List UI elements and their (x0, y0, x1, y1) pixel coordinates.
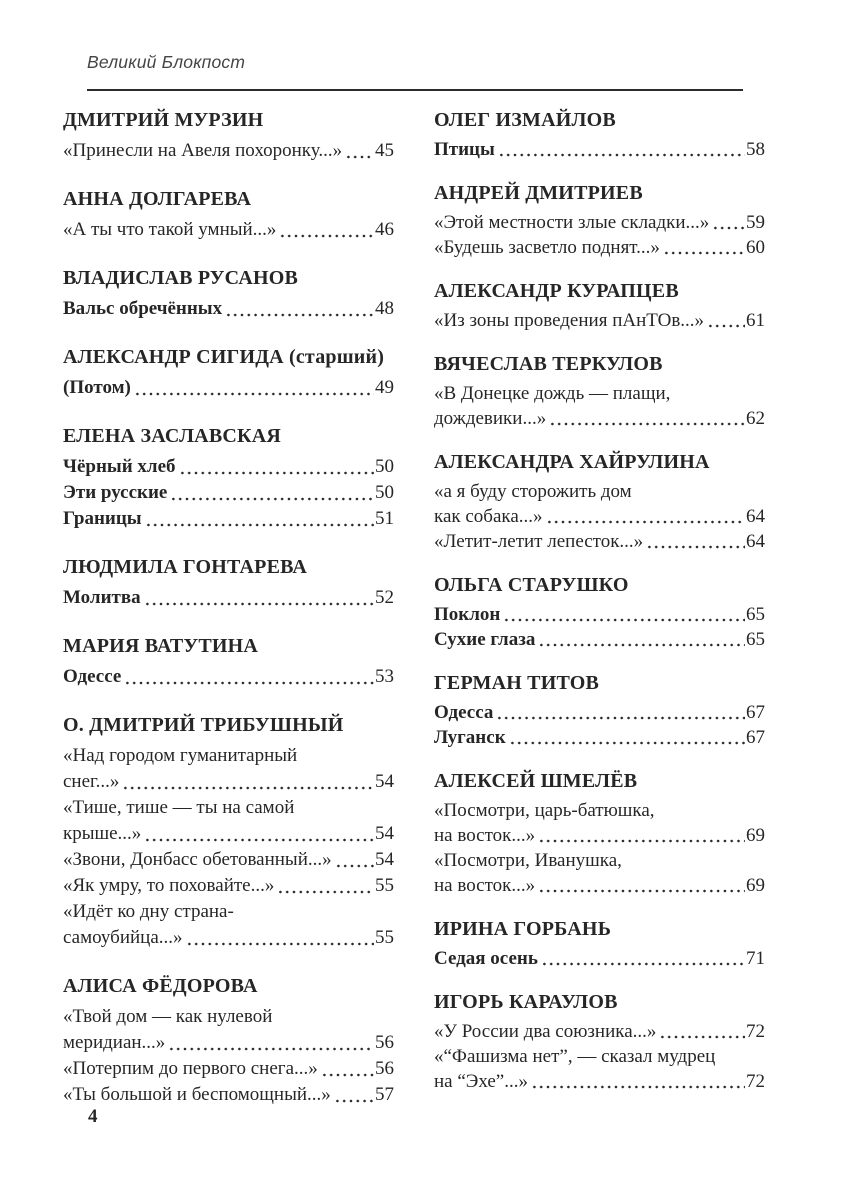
toc-entry-line (434, 873, 765, 898)
toc-author-group (434, 571, 765, 652)
page-ref: 59 (746, 212, 765, 233)
toc-entry-line (63, 585, 394, 611)
dot-leader (646, 545, 745, 549)
page-ref: 72 (746, 1071, 765, 1092)
dot-leader (122, 786, 374, 790)
toc-entry-line (63, 873, 394, 899)
toc-entry-line (434, 235, 765, 260)
dot-leader (663, 251, 745, 255)
author-heading: АНДРЕЙ ДМИТРИЕВ (434, 182, 643, 204)
toc-entry-line: «Тише, тише — ты на самой (63, 797, 295, 818)
toc-entry (63, 454, 394, 480)
author-heading: ИГОРЬ КАРАУЛОВ (434, 991, 618, 1013)
toc-entry-title: «Ты большой и беспомощный...» (63, 1084, 331, 1105)
toc-entry-title: на восток...» (434, 875, 536, 896)
dot-leader (186, 942, 374, 946)
page-ref: 69 (746, 875, 765, 896)
running-header-title: Великий Блокпост (87, 52, 246, 72)
toc-entry (63, 1004, 394, 1056)
toc-entry-title: крыше...» (63, 823, 142, 844)
toc-entry-title: «А ты что такой умный...» (63, 219, 277, 240)
toc-entry-line (434, 1019, 765, 1044)
toc-author-group (63, 343, 394, 401)
author-heading: ВЛАДИСЛАВ РУСАНОВ (63, 267, 299, 289)
toc-entry (434, 602, 765, 627)
author-heading: ИРИНА ГОРБАНЬ (434, 918, 612, 940)
dot-leader (134, 392, 374, 396)
toc-author-group (63, 972, 394, 1108)
toc-entry-line: «“Фашизма нет”, — сказал мудрец (434, 1046, 716, 1067)
dot-leader (144, 838, 374, 842)
dot-leader (538, 839, 745, 843)
dot-leader (503, 618, 745, 622)
toc-entry (434, 798, 765, 848)
toc-entry-title: «Будешь засветло поднят...» (434, 237, 660, 258)
dot-leader (124, 681, 374, 685)
author-heading: ЕЛЕНА ЗАСЛАВСКАЯ (63, 425, 281, 447)
author-heading: ОЛЬГА СТАРУШКО (434, 574, 629, 596)
toc-entry (434, 1044, 765, 1094)
toc-author-group (434, 106, 765, 162)
toc-entry-title: как собака...» (434, 506, 543, 527)
toc-author-group (63, 632, 394, 690)
page-ref: 51 (375, 508, 394, 529)
dot-leader (546, 520, 745, 524)
dot-leader (145, 523, 374, 527)
toc-entry (63, 873, 394, 899)
page-ref: 53 (375, 666, 394, 687)
author-heading: АЛЕКСАНДР КУРАПЦЕВ (434, 280, 679, 302)
dot-leader (496, 716, 745, 720)
toc-author-group (434, 988, 765, 1094)
author-heading: ГЕРМАН ТИТОВ (434, 672, 600, 694)
toc-entry-title: «Потерпим до первого снега...» (63, 1058, 318, 1079)
toc-entry (63, 296, 394, 322)
toc-entry-line (434, 210, 765, 235)
toc-entry-title: Молитва (63, 587, 141, 608)
page-ref: 54 (375, 849, 394, 870)
toc-entry (434, 137, 765, 162)
page-ref: 64 (746, 506, 765, 527)
toc-entry-title: Сухие глаза (434, 629, 536, 650)
toc-entry-line (434, 504, 765, 529)
dot-leader (170, 497, 374, 501)
toc-entry-line (63, 1056, 394, 1082)
toc-entry-line (434, 529, 765, 554)
toc-author-group (434, 277, 765, 333)
toc-entry-line (63, 1082, 394, 1108)
toc-entry-line (434, 137, 765, 162)
toc-entry-title: на “Эхе”...» (434, 1071, 528, 1092)
dot-leader (277, 890, 374, 894)
toc-entry-line: «Посмотри, царь-батюшка, (434, 800, 655, 821)
toc-entry-title: «Як умру, то поховайте...» (63, 875, 275, 896)
page-ref: 46 (375, 219, 394, 240)
dot-leader (334, 1099, 374, 1103)
toc-entry (434, 700, 765, 725)
dot-leader (279, 234, 374, 238)
author-heading: О. ДМИТРИЙ ТРИБУШНЫЙ (63, 714, 344, 736)
page-ref: 65 (746, 604, 765, 625)
page-ref: 55 (375, 927, 394, 948)
page-ref: 58 (746, 139, 765, 160)
toc-entry-title: «Из зоны проведения пАнТОв...» (434, 310, 705, 331)
toc-entry-line (434, 823, 765, 848)
toc-column-left (63, 106, 394, 1108)
toc-entry-line (434, 725, 765, 750)
page-ref: 48 (375, 298, 394, 319)
page-ref: 71 (746, 948, 765, 969)
toc-entry-title: Птицы (434, 139, 495, 160)
toc-entry-line (434, 308, 765, 333)
dot-leader (168, 1047, 374, 1051)
page-ref: 65 (746, 629, 765, 650)
page-ref: 56 (375, 1058, 394, 1079)
toc-entry-title: Одессе (63, 666, 122, 687)
toc-entry (63, 506, 394, 532)
toc-entry-title: Луганск (434, 727, 506, 748)
page-ref: 50 (375, 456, 394, 477)
toc-entry-line: «Над городом гуманитарный (63, 745, 298, 766)
toc-entry (434, 210, 765, 235)
toc-entry-line (434, 602, 765, 627)
page-ref: 61 (746, 310, 765, 331)
dot-leader (531, 1085, 745, 1089)
toc-entry (434, 479, 765, 529)
dot-leader (538, 643, 745, 647)
page-ref: 67 (746, 702, 765, 723)
toc-entry (63, 138, 394, 164)
toc-entry-line (63, 217, 394, 243)
toc-entry-line (63, 506, 394, 532)
toc-column-right (434, 106, 765, 1094)
toc-entry-line: «Твой дом — как нулевой (63, 1006, 273, 1027)
toc-entry-line (434, 1069, 765, 1094)
toc-author-group (63, 422, 394, 532)
toc-entry-title: Поклон (434, 604, 501, 625)
toc-entry (434, 381, 765, 431)
author-heading: АЛЕКСАНДРА ХАЙРУЛИНА (434, 451, 710, 473)
page-ref: 50 (375, 482, 394, 503)
toc-entry (434, 946, 765, 971)
toc-entry-line (63, 454, 394, 480)
toc-author-group (434, 915, 765, 971)
author-heading: ЛЮДМИЛА ГОНТАРЕВА (63, 556, 308, 578)
toc-author-group (434, 350, 765, 431)
page-ref: 56 (375, 1032, 394, 1053)
toc-entry-title: (Потом) (63, 377, 131, 398)
toc-entry-line (63, 664, 394, 690)
toc-entry-title: снег...» (63, 771, 120, 792)
toc-author-group (63, 185, 394, 243)
author-heading: ДМИТРИЙ МУРЗИН (63, 109, 264, 131)
toc-entry-title: «Этой местности злые складки...» (434, 212, 710, 233)
toc-entry-line (63, 480, 394, 506)
author-heading: АЛИСА ФЁДОРОВА (63, 975, 258, 997)
toc-entry-line (434, 946, 765, 971)
page-ref: 57 (375, 1084, 394, 1105)
toc-entry-line (63, 847, 394, 873)
page-ref: 72 (746, 1021, 765, 1042)
toc-entry-title: Эти русские (63, 482, 168, 503)
toc-entry-title: Границы (63, 508, 142, 529)
toc-entry-line (63, 1030, 394, 1056)
toc-author-group (434, 767, 765, 898)
toc-entry-title: Вальс обречённых (63, 298, 223, 319)
toc-entry (63, 1082, 394, 1108)
page-ref: 60 (746, 237, 765, 258)
author-heading: АЛЕКСАНДР СИГИДА (старший) (63, 346, 385, 368)
toc-entry (434, 235, 765, 260)
author-heading: АЛЕКСЕЙ ШМЕЛЁВ (434, 770, 638, 792)
dot-leader (712, 226, 745, 230)
toc-entry (63, 480, 394, 506)
toc-entry-title: Седая осень (434, 948, 538, 969)
toc-entry (63, 375, 394, 401)
dot-leader (549, 422, 745, 426)
dot-leader (144, 602, 374, 606)
toc-author-group (434, 448, 765, 554)
toc-entry-line (63, 769, 394, 795)
page-ref: 67 (746, 727, 765, 748)
dot-leader (659, 1035, 745, 1039)
page-ref: 49 (375, 377, 394, 398)
author-heading: ВЯЧЕСЛАВ ТЕРКУЛОВ (434, 353, 663, 375)
toc-entry-line (434, 700, 765, 725)
dot-leader (321, 1073, 374, 1077)
page-ref: 52 (375, 587, 394, 608)
toc-entry (63, 899, 394, 951)
toc-entry (434, 848, 765, 898)
toc-entry (434, 1019, 765, 1044)
dot-leader (498, 153, 745, 157)
toc-entry-line: «Идёт ко дну страна- (63, 901, 234, 922)
toc-entry-title: Одесса (434, 702, 494, 723)
toc-entry-line: «Посмотри, Иванушка, (434, 850, 622, 871)
page-ref: 62 (746, 408, 765, 429)
toc-entry-line (434, 627, 765, 652)
toc-entry-line: «В Донецке дождь — плащи, (434, 383, 671, 404)
author-heading: МАРИЯ ВАТУТИНА (63, 635, 259, 657)
toc-entry (434, 627, 765, 652)
author-heading: ОЛЕГ ИЗМАЙЛОВ (434, 109, 616, 131)
toc-entry (434, 725, 765, 750)
toc-entry (63, 1056, 394, 1082)
toc-entry (434, 308, 765, 333)
toc-entry-line (63, 821, 394, 847)
toc-entry-title: дождевики...» (434, 408, 547, 429)
toc-entry (63, 217, 394, 243)
page-ref: 64 (746, 531, 765, 552)
toc-entry-line (63, 925, 394, 951)
toc-entry-title: «У России два союзника...» (434, 1021, 657, 1042)
toc-entry-title: на восток...» (434, 825, 536, 846)
header-rule (87, 89, 743, 91)
toc-entry-line (63, 138, 394, 164)
toc-entry-title: Чёрный хлеб (63, 456, 176, 477)
dot-leader (541, 962, 745, 966)
dot-leader (345, 155, 374, 159)
toc-entry-title: «Звони, Донбасс обетованный...» (63, 849, 332, 870)
toc-entry (63, 847, 394, 873)
folio-page-number: 4 (88, 1106, 98, 1127)
toc-author-group (63, 106, 394, 164)
dot-leader (335, 864, 374, 868)
toc-author-group (63, 553, 394, 611)
toc-entry (63, 743, 394, 795)
page-ref: 55 (375, 875, 394, 896)
toc-entry (63, 795, 394, 847)
toc-author-group (63, 264, 394, 322)
page-ref: 45 (375, 140, 394, 161)
page-ref: 54 (375, 771, 394, 792)
dot-leader (538, 889, 745, 893)
toc-entry (63, 585, 394, 611)
toc-entry (63, 664, 394, 690)
toc-entry-title: «Летит-летит лепесток...» (434, 531, 644, 552)
toc-entry-title: «Принесли на Авеля похоронку...» (63, 140, 343, 161)
dot-leader (179, 471, 374, 475)
toc-entry-line (63, 296, 394, 322)
toc-author-group (434, 669, 765, 750)
toc-entry-title: меридиан...» (63, 1032, 166, 1053)
toc-entry (434, 529, 765, 554)
toc-entry-line (63, 375, 394, 401)
dot-leader (509, 741, 745, 745)
author-heading: АННА ДОЛГАРЕВА (63, 188, 252, 210)
toc-author-group (434, 179, 765, 260)
dot-leader (707, 324, 745, 328)
toc-entry-title: самоубийца...» (63, 927, 183, 948)
page-ref: 54 (375, 823, 394, 844)
page-ref: 69 (746, 825, 765, 846)
toc-author-group (63, 711, 394, 951)
dot-leader (225, 313, 374, 317)
toc-entry-line (434, 406, 765, 431)
toc-entry-line: «а я буду сторожить дом (434, 481, 632, 502)
